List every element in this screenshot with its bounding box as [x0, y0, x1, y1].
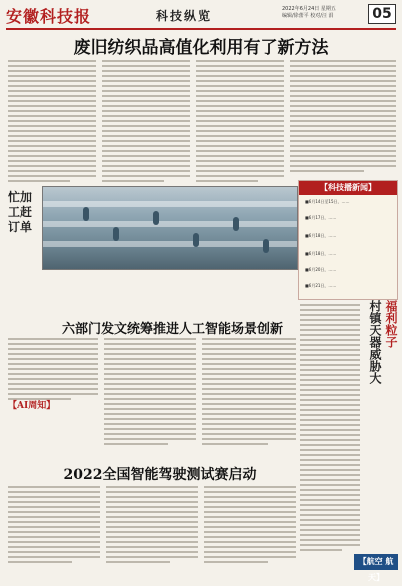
lead-headline: 废旧纺织品高值化利用有了新方法 — [73, 38, 329, 58]
lead-col-3 — [196, 60, 284, 185]
masthead — [6, 4, 396, 28]
ai-col-3 — [202, 338, 296, 448]
news-item: ■6月20日，…… — [305, 267, 337, 272]
ai-col-2 — [104, 338, 196, 448]
lead-col-2 — [102, 60, 190, 185]
side-column-text — [300, 304, 360, 554]
photo-side-caption: 忙加工赶订单 — [8, 190, 33, 234]
driving-col-3 — [204, 486, 296, 566]
space-section-label: 【航空 航天】 — [354, 554, 398, 570]
news-item: ■6月18日，…… — [305, 233, 337, 238]
lead-col-1 — [8, 60, 96, 185]
page-number: 05 — [368, 4, 396, 24]
date-line — [282, 6, 362, 20]
side-label-red: 福利粒子 — [384, 300, 398, 348]
driving-col-2 — [106, 486, 198, 566]
masthead-rule — [6, 28, 396, 30]
side-label-black: 村镇天器威胁大 — [368, 300, 382, 384]
factory-photo — [42, 186, 298, 270]
lead-col-4 — [290, 60, 396, 175]
news-box — [298, 180, 398, 300]
issue-date: 2022年6月24日 星期五 — [282, 6, 336, 12]
section-name: 科技纵览 — [156, 9, 213, 23]
news-item: ■6月21日，…… — [305, 283, 337, 288]
ai-col-1 — [8, 338, 98, 403]
driving-col-1 — [8, 486, 100, 566]
paper-name: 安徽科技报 — [6, 7, 92, 26]
ai-article-headline: 六部门发文统筹推进人工智能场景创新 — [62, 322, 284, 337]
news-item: ■6月17日，…… — [305, 215, 337, 220]
ai-label: 【AI周知】 — [8, 401, 56, 411]
news-item: ■6月18日，…… — [305, 251, 337, 256]
news-box-title: 【科技播新闻】 — [299, 181, 397, 195]
driving-test-headline: 2022全国智能驾驶测试赛启动 — [63, 467, 257, 483]
editor-credit: 编辑/徐蕾平 校对/汪 涓 — [282, 13, 334, 19]
news-item: ■6月14日至15日，…… — [305, 199, 350, 204]
